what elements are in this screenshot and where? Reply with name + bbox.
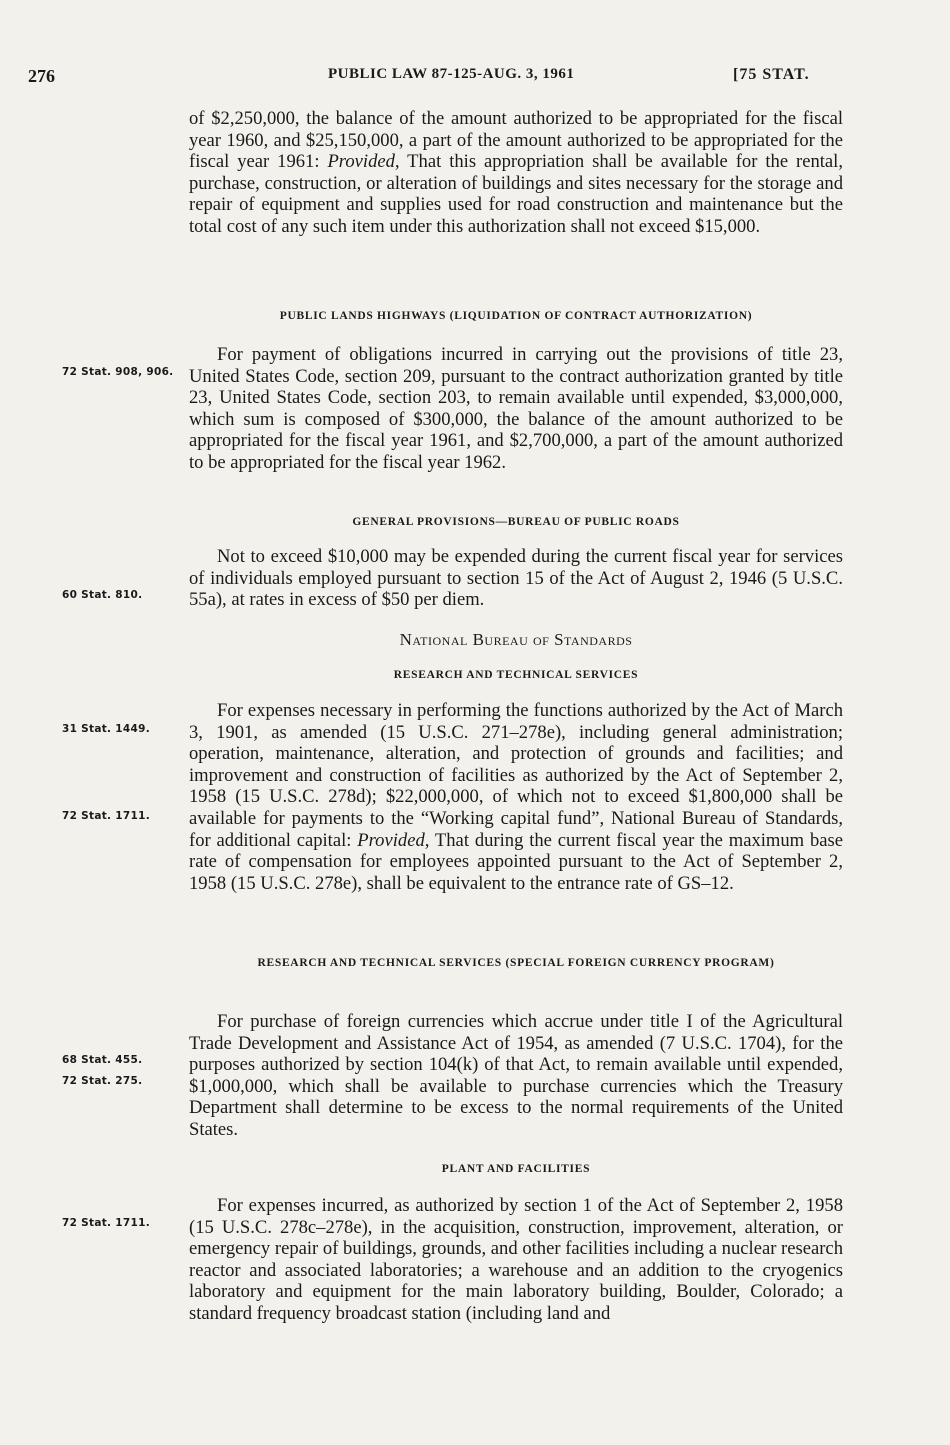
paragraph-text: of $2,250,000, the balance of the amount authorized to be appropriated for the fiscal year 1960, and $25,150,000, a part of the amount authorized to be appropriated for the fiscal year 1961:: [189, 108, 843, 173]
paragraph-general-provisions: [189, 546, 843, 611]
margin-note: 72 Stat. 275.: [62, 1075, 143, 1087]
paragraph-text: Not to exceed $10,000 may be expended during the current fiscal year for services of individuals employed pursuant to section 15 of the Act of August 2, 1946 (5 U.S.C. 55a), at rates in excess of $50 per diem.: [189, 546, 843, 611]
margin-note: 31 Stat. 1449.: [62, 723, 151, 735]
heading-research: RESEARCH AND TECHNICAL SERVICES: [393, 669, 639, 681]
margin-note: 60 Stat. 810.: [62, 589, 143, 601]
paragraph-text: That during the current fiscal year the maximum base rate of compensation for employees appointed pursuant to the Act of September 2, 1958 (15 U.S.C. 278e), shall be equivalent to the entrance rate of GS–12.: [189, 829, 844, 894]
page-header: [0, 66, 950, 90]
proviso-italic: Provided,: [357, 829, 430, 851]
paragraph-text: That this appropriation shall be available for the rental, purchase, construction, or alteration of buildings and sites necessary for the storage and repair of equipment and supplies used for road construction and maintenance but the total cost of any such item under this authorization shall not exceed $15,000.: [189, 151, 843, 237]
paragraph-text: For expenses incurred, as authorized by section 1 of the Act of September 2, 1958 (15 U.S.C. 278c–278e), in the acquisition, construction, improvement, alteration, or emergency repair of buildings, grounds, and other facilities including a nuclear research reactor and associated laboratories; a warehouse and an addition to the cryogenics laboratory and equipment for the main laboratory building, Boulder, Colorado; a standard frequency broadcast station (including land and: [189, 1195, 843, 1324]
margin-note: 72 Stat. 908, 906.: [62, 366, 174, 378]
paragraph-text: For expenses necessary in performing the functions authorized by the Act of March 3, 1901, as amended (15 U.S.C. 271–278e), including general administration; operation, maintenance, alteration, and protection of grounds and facilities; and improvement and construction of facilities as authorized by the Act of September 2, 1958 (15 U.S.C. 278d); $22,000,000, of which not to exceed $1,800,000 shall be available for payments to the “Working capital fund”, National Bureau of Standards, for additional capital:: [189, 700, 843, 851]
heading-public-lands: PUBLIC LANDS HIGHWAYS (LIQUIDATION OF CONTRACT AUTHORIZATION): [279, 310, 753, 322]
heading-general-provisions: GENERAL PROVISIONS—BUREAU OF PUBLIC ROADS: [352, 516, 680, 528]
header-statute: [75 STAT.: [733, 66, 810, 83]
margin-note: 72 Stat. 1711.: [62, 810, 151, 822]
paragraph-text: For payment of obligations incurred in carrying out the provisions of title 23, United States Code, section 209, pursuant to the contract authorization granted by title 23, United States Code, section 203, to remain available until expended, $3,000,000, which sum is composed of $300,000, the balance of the amount authorized to be appropriated for the fiscal year 1961, and $2,700,000, a part of the amount authorized to be appropriated for the fiscal year 1962.: [189, 344, 843, 473]
paragraph-highway-continuation: [189, 108, 843, 238]
paragraph-public-lands: [189, 344, 843, 474]
page-number: 276: [28, 66, 55, 86]
margin-note: 72 Stat. 1711.: [62, 1217, 151, 1229]
proviso-italic: Provided,: [327, 151, 400, 173]
paragraph-text: For purchase of foreign currencies which accrue under title I of the Agricultural Trade Development and Assistance Act of 1954, as amended (7 U.S.C. 1704), for the purposes authorized by section 104(k) of that Act, to remain available until expended, $1,000,000, which shall be available to purchase currencies which the Treasury Department shall determine to be excess to the normal requirements of the United States.: [189, 1011, 843, 1140]
heading-plant: PLANT AND FACILITIES: [441, 1163, 591, 1175]
paragraph-research-special: [189, 1011, 843, 1141]
paragraph-research: [189, 700, 843, 894]
paragraph-plant: [189, 1195, 843, 1325]
heading-research-special: RESEARCH AND TECHNICAL SERVICES (SPECIAL FOREIGN CURRENCY PROGRAM): [257, 957, 775, 969]
heading-nbs: National Bureau of Standards: [399, 630, 633, 649]
margin-note: 68 Stat. 455.: [62, 1054, 143, 1066]
header-title: PUBLIC LAW 87-125-AUG. 3, 1961: [328, 66, 575, 82]
